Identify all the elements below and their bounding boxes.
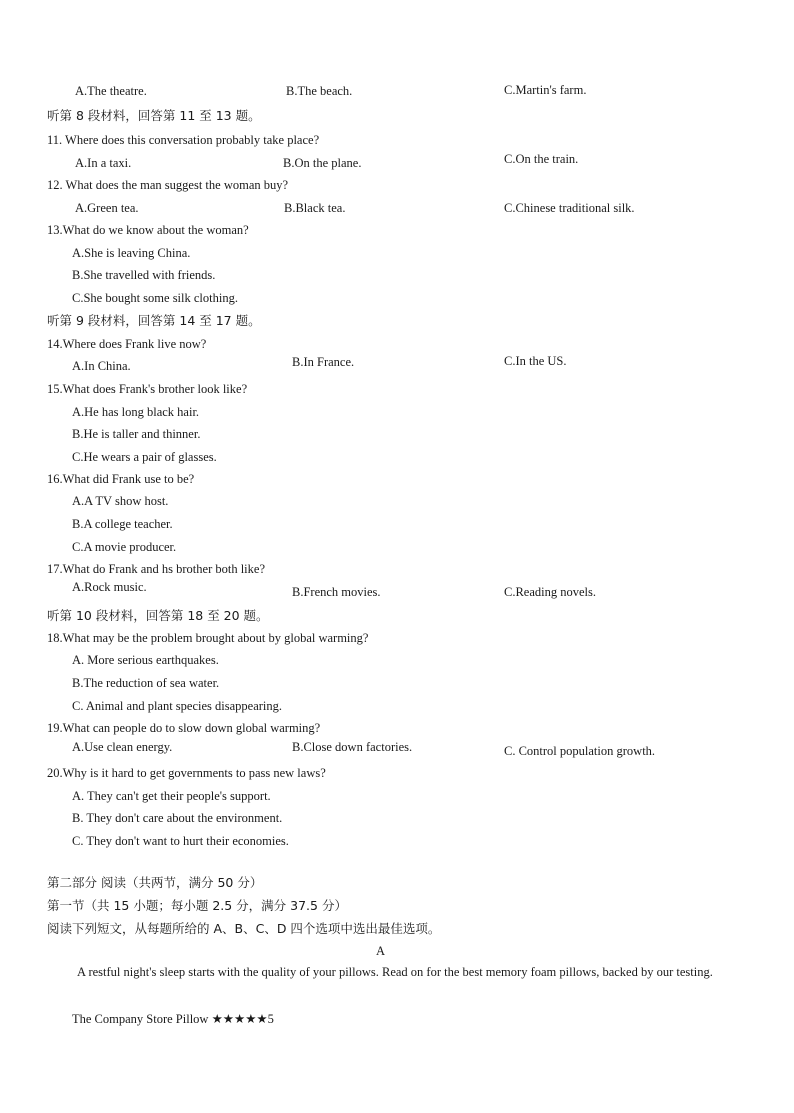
q10-option-a: A.The theatre. [75,84,147,98]
q12-option-a: A.Green tea. [75,201,139,215]
q13-option-b: B.She travelled with friends. [72,268,216,282]
q15-option-b: B.He is taller and thinner. [72,427,201,441]
q16-option-c: C.A movie producer. [72,540,177,554]
q11-option-a: A.In a taxi. [75,156,132,170]
section-10-heading: 听第 10 段材料，回答第 18 至 20 题。 [47,608,269,623]
q13-option-c: C.She bought some silk clothing. [72,291,238,305]
q13-option-a: A.She is leaving China. [72,246,191,260]
part-2-title: 第二部分 阅读（共两节，满分 50 分） [47,875,263,890]
q12-option-b: B.Black tea. [284,201,346,215]
q16-option-b: B.A college teacher. [72,517,173,531]
q20-option-b: B. They don't care about the environment. [72,811,283,825]
section-8-heading: 听第 8 段材料，回答第 11 至 13 题。 [47,108,261,123]
q16-option-a: A.A TV show host. [72,494,169,508]
q14-option-a: A.In China. [72,359,131,373]
q15-question: 15.What does Frank's brother look like? [47,382,248,396]
q17-option-a: A.Rock music. [72,580,147,594]
q18-option-c: C. Animal and plant species disappearing. [72,699,283,713]
q12-question: 12. What does the man suggest the woman buy? [47,178,289,192]
product-title-line: The Company Store Pillow ★★★★★5 [72,1012,274,1026]
section-1-title: 第一节（共 15 小题；每小题 2.5 分，满分 37.5 分） [47,898,347,913]
q20-question: 20.Why is it hard to get governments to pass new laws? [47,766,326,780]
q11-question: 11. Where does this conversation probably take place? [47,133,320,147]
reading-instruction: 阅读下列短文，从每题所给的 A、B、C、D 四个选项中选出最佳选项。 [47,921,441,936]
q19-option-c: C. Control population growth. [504,744,656,758]
q19-option-a: A.Use clean energy. [72,740,173,754]
q18-question: 18.What may be the problem brought about by global warming? [47,631,369,645]
q16-question: 16.What did Frank use to be? [47,472,195,486]
q20-option-a: A. They can't get their people's support. [72,789,271,803]
q11-option-c: C.On the train. [504,152,579,166]
passage-label: A [376,944,386,958]
q18-option-b: B.The reduction of sea water. [72,676,220,690]
q10-option-c: C.Martin's farm. [504,83,587,97]
q13-question: 13.What do we know about the woman? [47,223,249,237]
q14-option-b: B.In France. [292,355,355,369]
q18-option-a: A. More serious earthquakes. [72,653,219,667]
q17-option-b: B.French movies. [292,585,381,599]
section-9-heading: 听第 9 段材料，回答第 14 至 17 题。 [47,313,261,328]
q19-option-b: B.Close down factories. [292,740,413,754]
q10-option-b: B.The beach. [286,84,353,98]
q17-option-c: C.Reading novels. [504,585,597,599]
passage-intro-paragraph: A restful night's sleep starts with the quality of your pillows. Read on for the best memory foam pillows, backed by our testing. [77,965,713,979]
q17-question: 17.What do Frank and hs brother both like? [47,562,266,576]
q12-option-c: C.Chinese traditional silk. [504,201,635,215]
q14-question: 14.Where does Frank live now? [47,337,207,351]
q11-option-b: B.On the plane. [283,156,362,170]
q14-option-c: C.In the US. [504,354,567,368]
q15-option-c: C.He wears a pair of glasses. [72,450,217,464]
q15-option-a: A.He has long black hair. [72,405,200,419]
q20-option-c: C. They don't want to hurt their economies. [72,834,289,848]
q19-question: 19.What can people do to slow down global warming? [47,721,321,735]
